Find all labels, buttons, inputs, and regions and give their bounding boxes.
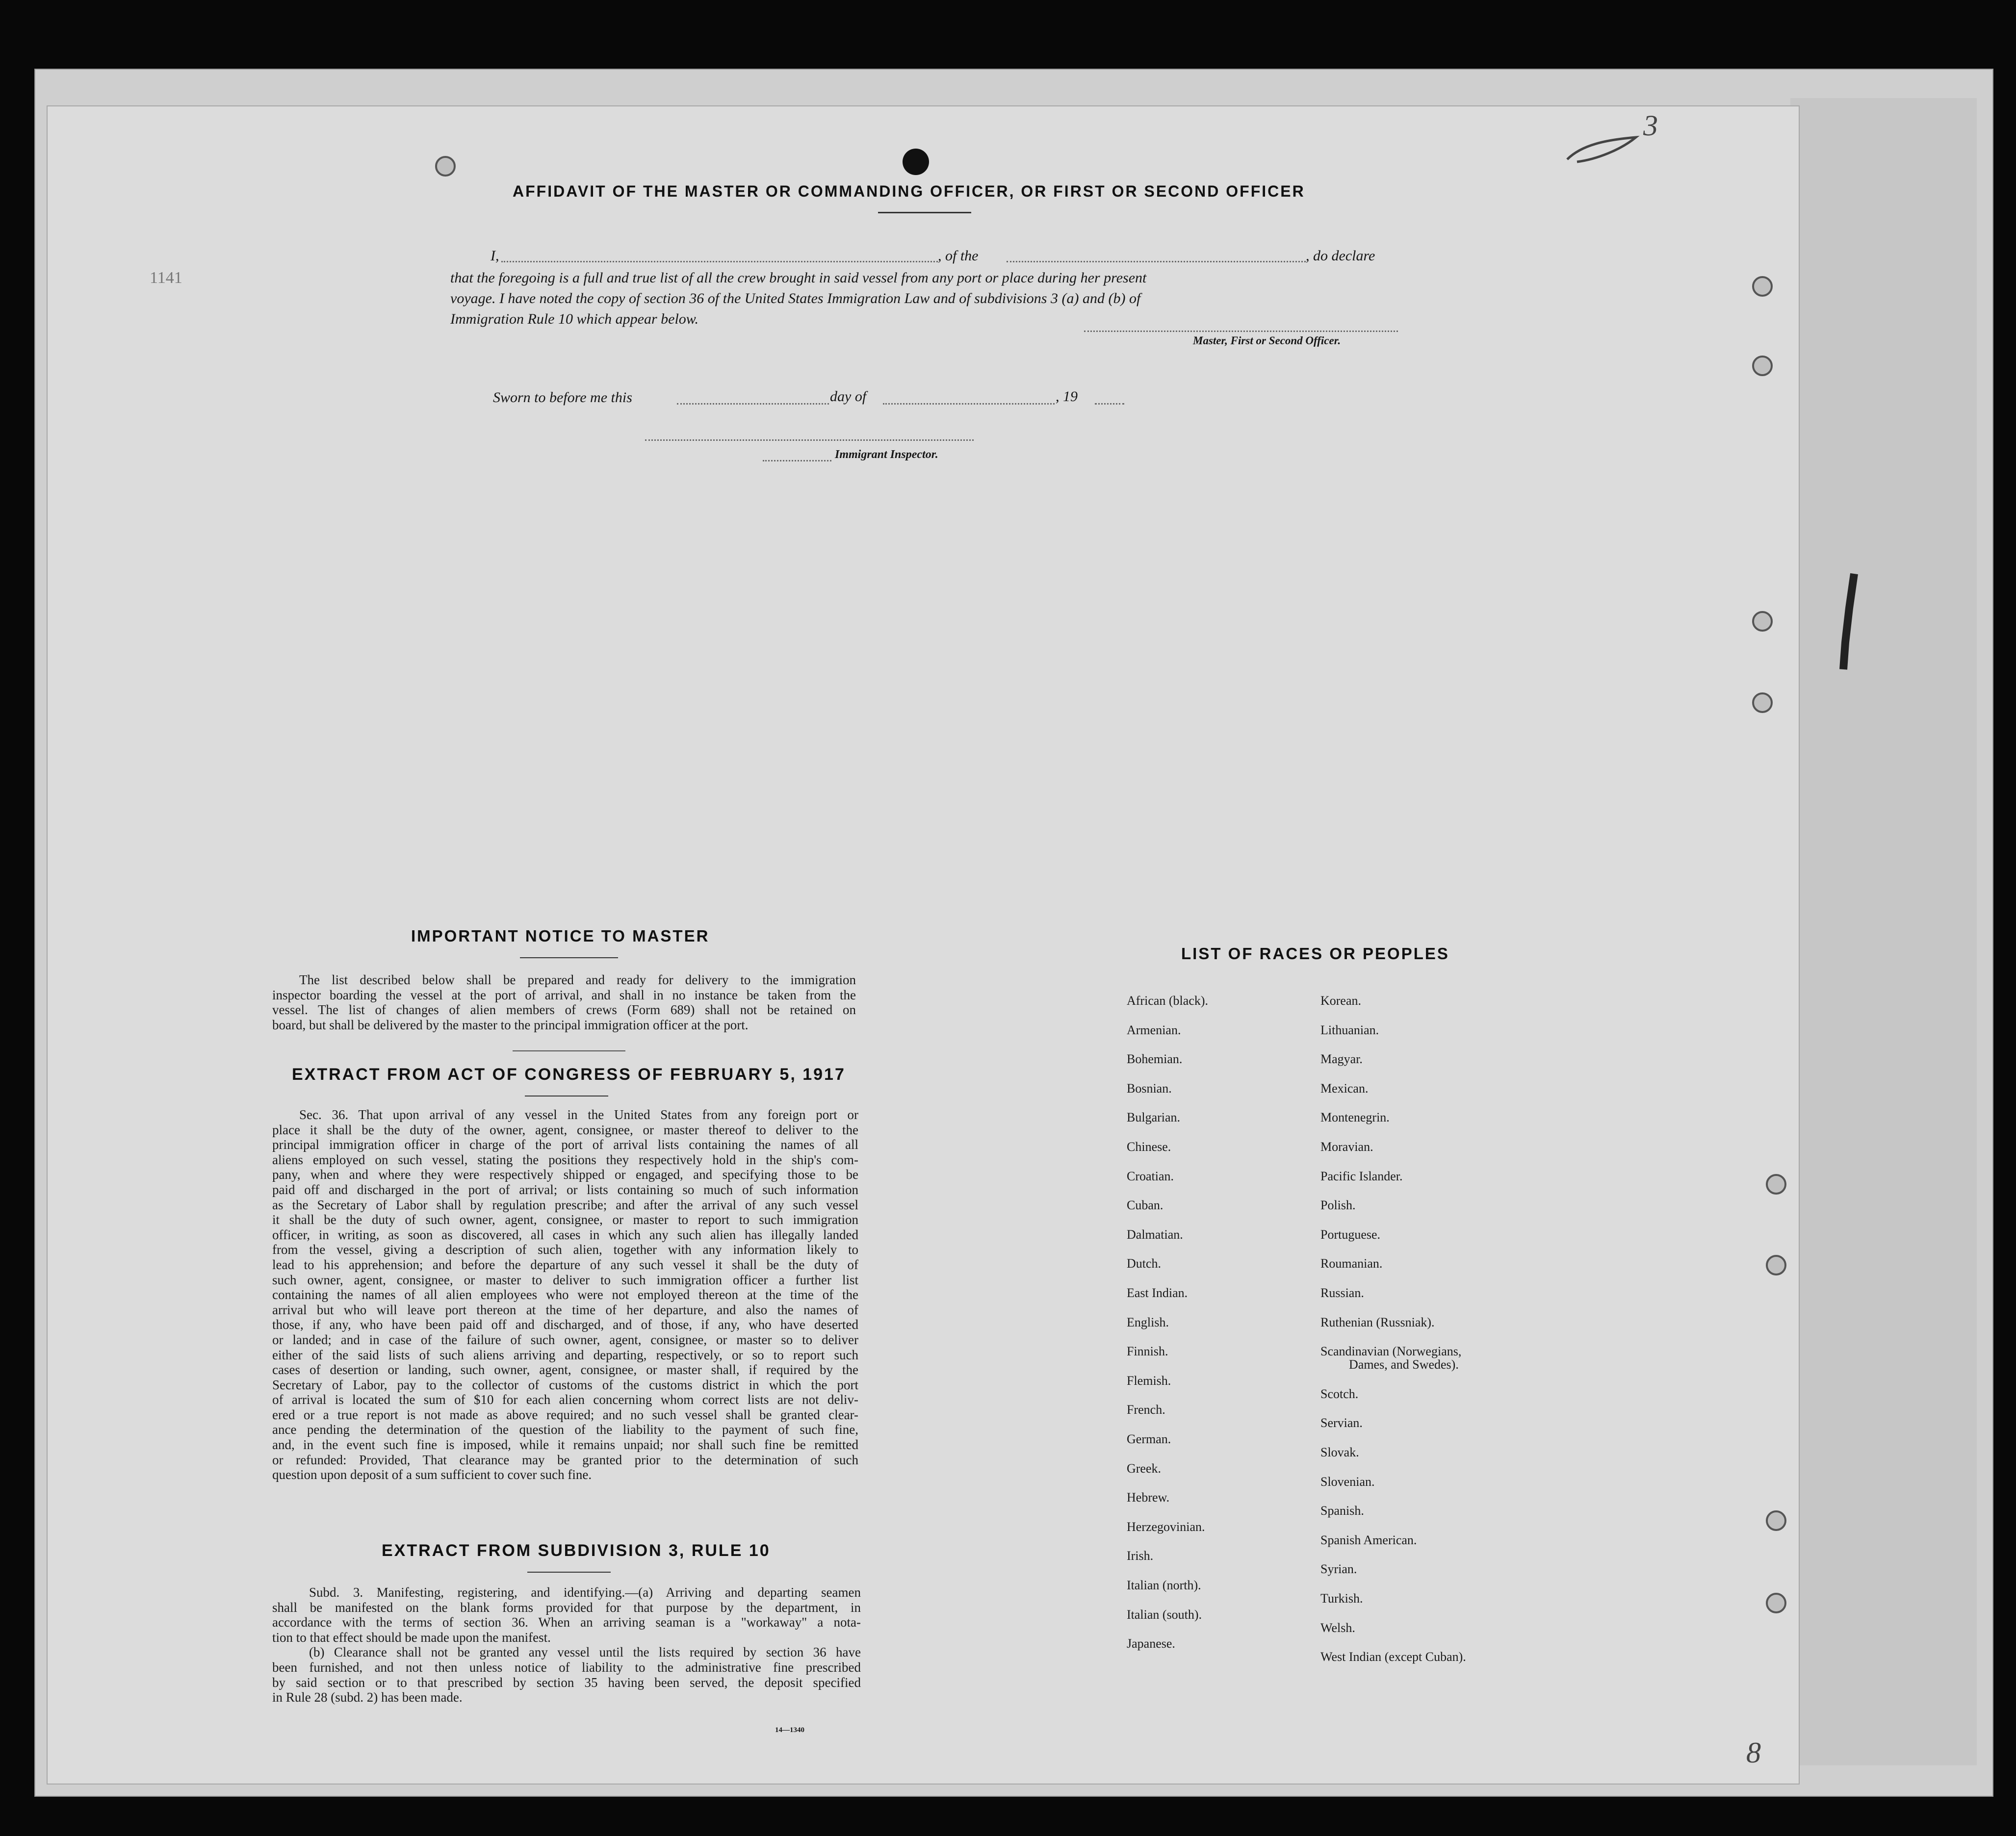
race-entry: Hebrew. — [1127, 1490, 1170, 1505]
vessel-field[interactable] — [1007, 261, 1306, 262]
rule-title-rule — [527, 1572, 611, 1573]
race-entry: Korean. — [1320, 994, 1362, 1008]
inspector-signature-field-2[interactable] — [763, 460, 831, 461]
act-line: Sec. 36. That upon arrival of any vessel in the United States from any foreign port or — [299, 1107, 858, 1122]
act-line: pany, when and where they were respectively shipped or engaged, and specifying those to be — [272, 1167, 858, 1182]
act-line: arrival but who will leave port thereon at the time of her departure, and also the names of — [272, 1302, 858, 1317]
race-entry: Flemish. — [1127, 1373, 1171, 1388]
act-line: containing the names of all alien employees who were not employed thereon at the time of the — [272, 1287, 858, 1302]
act-body — [272, 1107, 858, 1482]
sworn-year-prefix: , 19 — [1056, 388, 1078, 405]
stamp-number: 1141 — [150, 269, 182, 287]
master-signature-field[interactable] — [1084, 331, 1398, 332]
race-entry: French. — [1127, 1402, 1165, 1417]
act-line: lead to his apprehension; and before the departure of any such vessel it shall be the duty of — [272, 1257, 858, 1272]
act-line: or refunded: Provided, That clearance may be granted prior to the determination of such — [272, 1452, 858, 1467]
dark-smudge — [1835, 569, 1864, 677]
inspector-caption: Immigrant Inspector. — [835, 448, 938, 461]
race-entry: West Indian (except Cuban). — [1320, 1650, 1466, 1664]
rule-line: by said section or to that prescribed by section 35 having been served, the deposit specified — [272, 1675, 861, 1690]
race-entry: East Indian. — [1127, 1286, 1188, 1300]
act-line: such owner, agent, consignee, or master to deliver to such immigration officer a further list — [272, 1272, 858, 1287]
race-entry: Spanish American. — [1320, 1532, 1417, 1547]
race-entry: Ruthenian (Russniak). — [1320, 1315, 1435, 1329]
races-title: LIST OF RACES OR PEOPLES — [1181, 944, 1449, 963]
document-sheet — [47, 105, 1800, 1785]
affidavit-line-1: that the foregoing is a full and true list of all the crew brought in said vessel from any port or place during her present — [450, 270, 1147, 286]
race-entry: Magyar. — [1320, 1052, 1363, 1067]
act-line: it shall be the duty of such owner, agent, consignee, or master to report to such immigration — [272, 1212, 858, 1227]
act-line: either of the said lists of such aliens arriving and departing, respectively, or so to report such — [272, 1347, 858, 1362]
race-entry: English. — [1127, 1315, 1169, 1329]
name-field[interactable] — [501, 261, 938, 262]
sworn-month-field[interactable] — [883, 403, 1055, 405]
act-line: as the Secretary of Labor shall by regulation prescribe; and after the arrival of any such vessel — [272, 1197, 858, 1212]
act-line: question upon deposit of a sum sufficient to cover such fine. — [272, 1467, 592, 1482]
act-line: ered or a true report is not made as above required; and no such vessel shall be granted clear- — [272, 1407, 858, 1422]
act-line: Secretary of Labor, pay to the collector of customs of the customs district in which the port — [272, 1377, 858, 1392]
rule-body — [272, 1585, 861, 1705]
rule-line: in Rule 28 (subd. 2) has been made. — [272, 1690, 463, 1705]
race-entry: Montenegrin. — [1320, 1110, 1390, 1125]
rule-title: EXTRACT FROM SUBDIVISION 3, RULE 10 — [382, 1541, 771, 1560]
handwritten-scribble — [1562, 125, 1660, 169]
form-number: 14—1340 — [775, 1726, 804, 1734]
race-entry: Armenian. — [1127, 1022, 1181, 1037]
race-entry: Scandinavian (Norwegians, — [1320, 1344, 1462, 1359]
sworn-label: Sworn to before me this — [493, 389, 632, 406]
race-entry: Italian (south). — [1127, 1607, 1202, 1622]
act-line: and, in the event such fine is imposed, while it remains unpaid; nor shall such fine be remitted — [272, 1437, 858, 1453]
rule-line: Subd. 3. Manifesting, registering, and identifying.—(a) Arriving and departing seamen — [309, 1585, 861, 1600]
race-entry: Croatian. — [1127, 1169, 1174, 1183]
act-title: EXTRACT FROM ACT OF CONGRESS OF FEBRUARY 5, 1917 — [292, 1065, 846, 1084]
punch-hole — [1752, 276, 1773, 297]
punch-hole — [1766, 1255, 1786, 1275]
act-line: principal immigration officer in charge of the port of arrival lists containing the names of all — [272, 1137, 858, 1152]
affidavit-line-2: voyage. I have noted the copy of section 36 of the United States Immigration Law and of subdivisions 3 (a) and (b) of — [450, 290, 1141, 306]
race-entry: Moravian. — [1320, 1140, 1373, 1154]
affidavit-of-the: , of the — [938, 248, 979, 264]
act-line: of arrival is located the sum of $10 for each alien concerning whom correct lists are not deliv- — [272, 1392, 858, 1407]
race-entry: Italian (north). — [1127, 1578, 1201, 1592]
race-entry: Welsh. — [1320, 1620, 1355, 1635]
race-entry: Syrian. — [1320, 1562, 1357, 1577]
race-entry: Scotch. — [1320, 1386, 1359, 1401]
rule-line: (b) Clearance shall not be granted any vessel until the lists required by section 36 have — [309, 1645, 861, 1660]
act-line: place it shall be the duty of the owner, agent, consignee, or master thereof to deliver to the — [272, 1122, 858, 1137]
notice-line: board, but shall be delivered by the master to the principal immigration officer at the port. — [272, 1017, 749, 1032]
punch-hole — [1766, 1593, 1786, 1613]
race-entry: Servian. — [1320, 1416, 1363, 1430]
race-entry: Bosnian. — [1127, 1081, 1172, 1096]
notice-divider — [513, 1050, 625, 1051]
race-entry: Dames, and Swedes). — [1349, 1357, 1459, 1372]
notice-line: The list described below shall be prepared and ready for delivery to the immigration — [299, 972, 856, 987]
punch-hole — [1752, 356, 1773, 376]
handwritten-mark: 3 — [1643, 109, 1658, 142]
notice-rule — [520, 957, 618, 958]
race-entry: Greek. — [1127, 1461, 1162, 1476]
rule-line: shall be manifested on the blank forms provided for that purpose by the department, in — [272, 1600, 861, 1615]
notice-line: vessel. The list of changes of alien members of crews (Form 689) shall not be retained on — [272, 1002, 856, 1018]
race-entry: African (black). — [1127, 994, 1209, 1008]
master-signature-caption: Master, First or Second Officer. — [1193, 334, 1341, 347]
sworn-day-field[interactable] — [677, 403, 829, 405]
race-entry: Slovenian. — [1320, 1474, 1375, 1489]
race-entry: Finnish. — [1127, 1344, 1168, 1359]
race-entry: Japanese. — [1127, 1636, 1175, 1651]
act-line: ance pending the determination of the question of the liability to the payment of such fine, — [272, 1422, 858, 1437]
act-line: those, if any, who have been paid off and discharged, and of those, if any, who have deserted — [272, 1317, 858, 1332]
handwritten-mark: 8 — [1746, 1736, 1761, 1769]
race-entry: Chinese. — [1127, 1140, 1171, 1154]
underlying-page-strip — [1790, 98, 1977, 1765]
rule-line: tion to that effect should be made upon the manifest. — [272, 1630, 551, 1645]
race-entry: Bulgarian. — [1127, 1110, 1181, 1125]
notice-body — [272, 972, 856, 1032]
race-entry: Dutch. — [1127, 1256, 1162, 1271]
act-line: paid off and discharged in the port of arrival; or lists containing so much of such information — [272, 1182, 858, 1197]
race-entry: Irish. — [1127, 1549, 1154, 1563]
race-entry: Turkish. — [1320, 1591, 1363, 1606]
race-entry: Dalmatian. — [1127, 1227, 1183, 1242]
act-line: cases of desertion or landing, such owner, agent, consignee, or master shall, if required by the — [272, 1362, 858, 1377]
affidavit-title: AFFIDAVIT OF THE MASTER OR COMMANDING OFFICER, OR FIRST OR SECOND OFFICER — [513, 182, 1305, 200]
title-rule — [878, 212, 971, 213]
sworn-day-of: day of — [830, 388, 867, 405]
punch-hole — [1766, 1174, 1786, 1195]
punch-hole — [435, 156, 456, 177]
notice-line: inspector boarding the vessel at the port of arrival, and shall in no instance be taken from the — [272, 987, 856, 1002]
rule-line: accordance with the terms of section 36. When an arriving seaman is a "workaway" a nota- — [272, 1615, 861, 1630]
act-line: officer, in writing, as soon as discovered, all cases in which any such alien has illegally landed — [272, 1227, 858, 1242]
race-entry: Herzegovinian. — [1127, 1519, 1205, 1534]
race-entry: Bohemian. — [1127, 1052, 1183, 1067]
race-entry: Roumanian. — [1320, 1256, 1383, 1271]
affidavit-line-3: Immigration Rule 10 which appear below. — [450, 311, 699, 327]
race-entry: Russian. — [1320, 1286, 1364, 1300]
punch-hole — [1752, 692, 1773, 713]
inspector-signature-field[interactable] — [645, 439, 974, 441]
affidavit-i-label: I, — [491, 248, 499, 264]
act-line: or landed; and in case of the failure of such owner, agent, consignee, or master so to deliver — [272, 1332, 858, 1347]
race-entry: German. — [1127, 1432, 1171, 1446]
affidavit-do-declare: , do declare — [1306, 248, 1375, 264]
notice-title: IMPORTANT NOTICE TO MASTER — [411, 927, 710, 945]
race-entry: Cuban. — [1127, 1198, 1163, 1213]
race-entry: Pacific Islander. — [1320, 1169, 1403, 1183]
punch-hole-dark — [903, 149, 929, 175]
punch-hole — [1766, 1510, 1786, 1531]
race-entry: Portuguese. — [1320, 1227, 1381, 1242]
rule-line: been furnished, and not then unless notice of liability to the administrative fine prescribed — [272, 1659, 861, 1675]
act-line: from the vessel, giving a description of such alien, together with any information likely to — [272, 1242, 858, 1257]
race-entry: Spanish. — [1320, 1504, 1364, 1518]
race-entry: Polish. — [1320, 1198, 1356, 1213]
race-entry: Lithuanian. — [1320, 1022, 1379, 1037]
punch-hole — [1752, 611, 1773, 632]
race-entry: Mexican. — [1320, 1081, 1369, 1096]
act-line: aliens employed on such vessel, stating the positions they respectively hold in the ship's com- — [272, 1152, 858, 1167]
sworn-year-field[interactable] — [1095, 403, 1124, 405]
race-entry: Slovak. — [1320, 1445, 1359, 1459]
